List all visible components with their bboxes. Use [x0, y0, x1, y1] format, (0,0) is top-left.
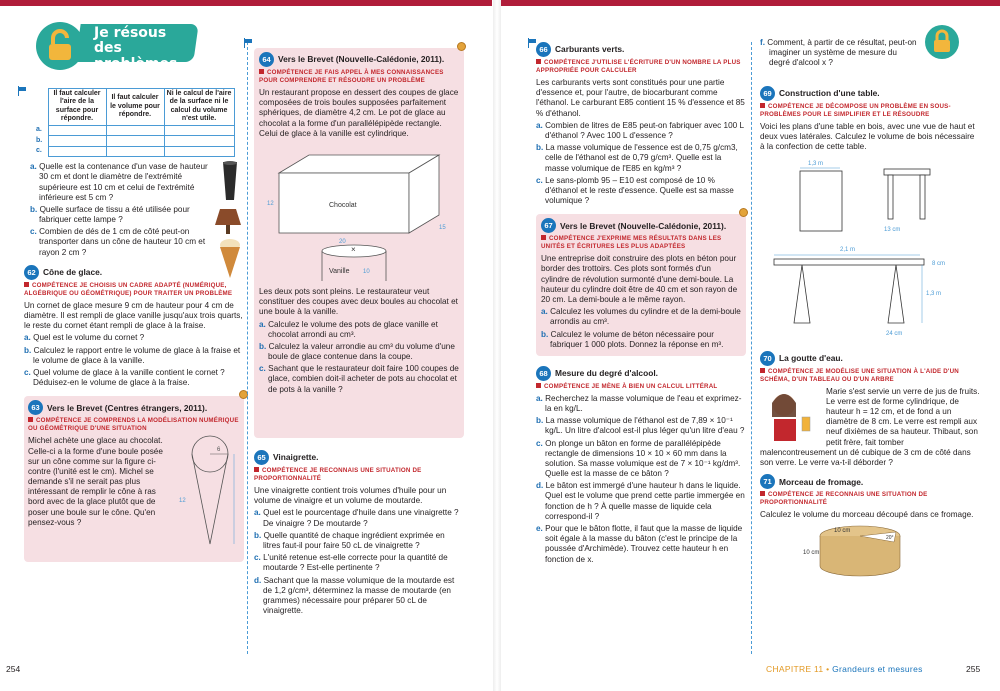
exercise-number: 62 — [24, 265, 39, 280]
competence: COMPÉTENCE JE DÉCOMPOSE UN PROBLÈME EN SOUS-PROBLÈMES POUR LE SIMPLIFIER ET LE RÉSOUDRE — [760, 103, 951, 119]
question: c. L'unité retenue est-elle correcte pour la quantité de moutarde ? Est-elle pertinente ? — [254, 553, 448, 573]
left-column — [24, 88, 244, 562]
thickness-label: 8 cm — [932, 260, 946, 267]
competence: COMPÉTENCE JE COMPRENDS LA MODÉLISATION NUMÉRIQUE OU GÉOMÉTRIQUE D'UNE SITUATION — [28, 417, 239, 433]
girl-illustration — [760, 387, 820, 443]
middle-left-column — [254, 48, 464, 616]
leg-label: 13 cm — [884, 226, 901, 233]
chocolat-label: Chocolat — [329, 201, 357, 209]
competence: COMPÉTENCE JE CHOISIS UN CADRE ADAPTÉ (NUMÉRIQUE, ALGÉBRIQUE OU GÉOMÉTRIQUE) POUR TRAITER UN PROBLÈME — [24, 281, 233, 297]
chapter-footer — [766, 664, 923, 674]
width-label: 20 — [339, 238, 346, 245]
angle-label: 20° — [886, 535, 894, 542]
exercise-64-text-2: Les deux pots sont pleins. Le restaurateur veut constituer des coupes avec deux boules au chocolat et une boule à la vanille. — [259, 286, 458, 317]
exercise-number: 63 — [28, 400, 43, 415]
competence: COMPÉTENCE JE RECONNAIS UNE SITUATION DE PROPORTIONNALITÉ — [254, 467, 422, 483]
title-line-1: Je résous — [94, 25, 167, 41]
height-label: 10 cm — [803, 550, 820, 557]
question: f. Comment, à partir de ce résultat, peut-on imaginer un système de mesure du degré d'alcool x ? — [760, 38, 917, 68]
question: b. Calculez la valeur arrondie au cm³ du volume d'une boule de glace contenue dans la coupe. — [259, 341, 455, 362]
title-line-2: des problèmes — [94, 40, 178, 72]
competence: COMPÉTENCE JE MODÉLISE UNE SITUATION À L'AIDE D'UN SCHÉMA, D'UN TABLEAU OU D'UN ARBRE — [760, 367, 959, 383]
competence: COMPÉTENCE JE FAIS APPEL À MES CONNAISSANCES POUR COMPRENDRE ET RÉSOUDRE UN PROBLÈME — [259, 69, 444, 85]
vanille-height-label: 10 — [363, 268, 370, 275]
question: b. La masse volumique de l'essence est de 0,75 g/cm3, celle de l'éthanol est de 0,79 g/cm³. Quelle est la masse volumique de l'E85 en kg/m³ ? — [536, 143, 738, 173]
question: b. Calculez le rapport entre le volume de glace à la fraise et le volume de glace à la vanille. — [24, 345, 241, 365]
right-column-body — [760, 86, 980, 582]
height-label: 1,3 m — [926, 290, 942, 297]
exercise-62-text: Un cornet de glace mesure 9 cm de hauteur pour 4 cm de diamètre. Il est rempli de glace vanille jusqu'aux trois quarts, le reste du cornet étant rempli de glace à la fraise. — [24, 300, 243, 331]
table-header: Ni le calcul de l'aire de la surface ni le calcul du volume n'est utile. — [164, 89, 234, 126]
flag-icon — [18, 86, 28, 96]
vase-illustration — [220, 160, 240, 202]
table-header: Il faut calculer l'aire de la surface pour répondre. — [48, 89, 106, 126]
exercise-67-text: Une entreprise doit construire des plots en béton pour border des trottoirs. Ces plots sont formés d'un cylindre de révolution surmonté d'une demi-boule. La hauteur du cylindre doit être de 40 cm et son rayon de 20 cm. La demi-boule a le même rayon. — [541, 254, 738, 304]
table-row — [34, 125, 234, 136]
exercise-number: 70 — [760, 351, 775, 366]
exercise-67-box — [536, 214, 746, 356]
radius-label: 10 cm — [834, 528, 851, 535]
cone-illustration — [218, 238, 242, 280]
exercise-63-header — [28, 400, 240, 415]
question: a. Calculez les volumes du cylindre et de la demi-boule arrondis au cm³. — [541, 307, 741, 327]
vanille-label: Vanille — [329, 267, 350, 275]
question: d. Sachant que la masse volumique de la moutarde est de 1,2 g/cm³, déterminez la masse de moutarde (en grammes) nécessaire pour préparer 50 cL de vinaigrette. — [254, 575, 455, 616]
center-mark: × — [351, 244, 356, 254]
question: a. Quel est le pourcentage d'huile dans une vinaigrette ? De vinaigre ? De moutarde ? — [254, 508, 459, 528]
intro-question: b. Quelle surface de tissu a été utilisée pour fabriquer cette lampe ? — [30, 204, 190, 225]
left-page-number: 254 — [6, 664, 21, 674]
bullet: • — [826, 664, 833, 674]
exercise-65-text: Une vinaigrette contient trois volumes d'huile pour un volume de vinaigre et un volume de moutarde. — [254, 486, 447, 506]
exercise-71-text: Calculez le volume du morceau découpé dans ce fromage. — [760, 510, 974, 520]
exercise-title: La goutte d'eau. — [779, 353, 843, 364]
competence: COMPÉTENCE JE RECONNAIS UNE SITUATION DE PROPORTIONNALITÉ — [760, 491, 928, 507]
flag-icon — [244, 38, 254, 48]
question: c. Le sans-plomb 95 – E10 est composé de 10 % d'éthanol et le reste d'essence. Quelle est sa masse volumique ? — [536, 175, 734, 206]
exercise-64-header — [259, 52, 459, 67]
ice-cream-figure — [180, 432, 240, 552]
middle-right-column — [536, 42, 746, 565]
question: a. Calculez le volume des pots de glace vanille et chocolat arrondi au cm³. — [259, 319, 438, 339]
question: b. Calculez le volume de béton nécessaire pour fabriquer 1 000 plots. Donnez la réponse en m³. — [541, 329, 724, 349]
top-bar-right — [500, 0, 1000, 6]
exercise-66-text: Les carburants verts sont constitués pour une partie d'essence et, pour l'autre, de biocarburant comme l'éthanol. Le carburant E85 contient 15 % d'essence et 85 % d'éthanol. — [536, 78, 745, 118]
exercise-title: Vers le Brevet (Nouvelle-Calédonie, 2011). — [278, 54, 445, 65]
exercise-66-header — [536, 42, 746, 57]
question: b. Quelle quantité de chaque ingrédient exprimée en litres faut-il pour faire 50 cL de vinaigrette ? — [254, 530, 445, 550]
row-label: a. — [36, 126, 42, 134]
top-bar-left — [0, 0, 492, 6]
exercise-67-header — [541, 218, 741, 233]
exercise-number: 67 — [541, 218, 556, 233]
exercise-number: 69 — [760, 86, 775, 101]
competence: COMPÉTENCE JE MÈNE À BIEN UN CALCUL LITTÉRAL — [536, 383, 746, 391]
exercise-title: Morceau de fromage. — [779, 476, 864, 487]
base-label: 24 cm — [886, 330, 903, 337]
table-plans-figure — [760, 155, 980, 355]
classification-table — [34, 88, 235, 157]
exercise-64-text: Un restaurant propose en dessert des coupes de glace composées de trois boules supposées parfaitement sphériques, de diamètre 4,2 cm. Le pot de glace au chocolat a la forme d'un parallélépipède rectangle. Celui de glace à la vanille est cylindrique. — [259, 88, 459, 138]
lamp-illustration — [214, 207, 242, 235]
exercise-68-header — [536, 366, 746, 381]
medal-icon — [456, 38, 466, 52]
height-label: 12 — [267, 200, 274, 207]
table-header: Il faut calculer le volume pour répondre. — [106, 89, 164, 126]
question: e. Pour que le bâton flotte, il faut que la masse de liquide soit égale à la masse du bâton (c'est le principe de la poussée d'Archimède). Trouvez cette hauteur h en fonction de x. — [536, 523, 743, 564]
exercise-title: Vers le Brevet (Nouvelle-Calédonie, 2011). — [560, 220, 727, 231]
competence: COMPÉTENCE J'UTILISE L'ÉCRITURE D'UN NOMBRE LA PLUS APPROPRIÉE POUR CALCULER — [536, 59, 741, 75]
exercise-69-text: Voici les plans d'une table en bois, avec une vue de haut et deux vues latérales. Calculez le volume de bois nécessaire à la confection de cette table. — [760, 122, 975, 152]
question: b. La masse volumique de l'éthanol est de 7,89 × 10⁻¹ kg/L. Un litre d'alcool est-il plus léger qu'un litre d'eau ? — [536, 416, 745, 436]
table-row — [34, 146, 234, 157]
exercise-64-box — [254, 48, 464, 438]
cheese-figure — [804, 522, 914, 582]
depth-label: 15 — [439, 224, 446, 231]
ice-pots-figure — [259, 143, 459, 283]
exercise-title: Construction d'une table. — [779, 88, 880, 99]
exercise-title: Vers le Brevet (Centres étrangers, 2011). — [47, 402, 208, 413]
top-width-label: 1,3 m — [808, 160, 824, 167]
exercise-63-text: Michel achète une glace au chocolat. Celle-ci a la forme d'une boule posée sur un cône comme sur la figure ci-contre (l'unité est le cm). Michel se demande s'il ne serait pas plus intéressant de remplir le cône à ras bord avec de la glace plutôt que de poser une boule sur le cône. Qu'en pensez-vous ? — [28, 436, 163, 527]
exercise-number: 68 — [536, 366, 551, 381]
length-label: 2,1 m — [840, 246, 856, 253]
header-banner — [34, 20, 198, 72]
figure-radius-label: 6 — [217, 447, 221, 454]
right-page-number: 255 — [966, 664, 981, 674]
exercise-number: 65 — [254, 450, 269, 465]
exercise-70-header — [760, 351, 980, 366]
intro-question: a. Quelle est la contenance d'un vase de hauteur 30 cm et dont le diamètre de l'extrémité supérieure est 10 cm et celui de l'extrémité inférieure est 5 cm ? — [30, 162, 208, 202]
exercise-title: Vinaigrette. — [273, 452, 319, 463]
chapter-label: CHAPITRE 11 — [766, 664, 824, 674]
exercise-title: Carburants verts. — [555, 44, 625, 55]
page-gutter — [493, 0, 501, 691]
question: a. Quel est le volume du cornet ? — [24, 333, 145, 343]
medal-icon — [738, 204, 748, 218]
exercise-number: 66 — [536, 42, 551, 57]
table-row — [34, 136, 234, 147]
column-divider — [247, 42, 248, 654]
exercise-70-text: Marie s'est servie un verre de jus de fruits. Le verre est de forme cylindrique, de hauteur h = 12 cm, et de fond a un diamètre de 8 cm. Le verre est rempli aux neuf dixièmes de sa hauteur. Thibaut, son petit frère, fait tomber malencontreusement un dé cubique de 3 cm de côté dans son verre. Le verre va-t-il déborder ? — [760, 386, 980, 467]
column-divider — [751, 42, 752, 654]
exercise-71-header — [760, 474, 980, 489]
question: a. Combien de litres de E85 peut-on fabriquer avec 100 L d'éthanol ? Avec 100 L d'essence ? — [536, 120, 744, 140]
question: a. Recherchez la masse volumique de l'eau et exprimez-la en kg/L. — [536, 393, 742, 414]
right-column — [760, 36, 918, 69]
exercise-65-header — [254, 450, 464, 465]
exercise-63-box — [24, 396, 244, 562]
question: c. Quel volume de glace à la vanille contient le cornet ? Déduisez-en le volume de glace à la fraise. — [24, 367, 225, 388]
figure-height-label: 12 — [179, 498, 186, 505]
exercise-title: Cône de glace. — [43, 267, 103, 278]
question: c. On plonge un bâton en forme de parallélépipède rectangle de dimensions 10 × 10 × 60 mm dans la solution. Sa masse volumique est de 7 × 10⁻¹ kg/dm³. Quelle est la masse de ce bâton ? — [536, 438, 741, 479]
row-label: c. — [36, 147, 42, 155]
exercise-62-header — [24, 265, 244, 280]
exercise-number: 71 — [760, 474, 775, 489]
exercise-title: Mesure du degré d'alcool. — [555, 368, 658, 379]
exercise-number: 64 — [259, 52, 274, 67]
question: c. Sachant que le restaurateur doit faire 100 coupes de glace, combien doit-il acheter de pots au chocolat et de pots à la vanille ? — [259, 364, 459, 394]
intro-question: c. Combien de dés de 1 cm de côté peut-on transporter dans un cône de hauteur 10 cm et rayon 2 cm ? — [30, 227, 206, 257]
competence: COMPÉTENCE J'EXPRIME MES RÉSULTATS DANS LES UNITÉS ET ÉCRITURES LES PLUS ADAPTÉES — [541, 235, 722, 251]
exercise-69-header — [760, 86, 980, 101]
lock-icon — [924, 24, 960, 60]
row-label: b. — [36, 136, 43, 144]
chapter-title: Grandeurs et mesures — [832, 664, 923, 674]
question: d. Le bâton est immergé d'une hauteur h dans le liquide. Quel est le volume que prend cette partie immergée en fonction de h ? À quelle masse de liquide cela correspond-il ? — [536, 481, 745, 521]
